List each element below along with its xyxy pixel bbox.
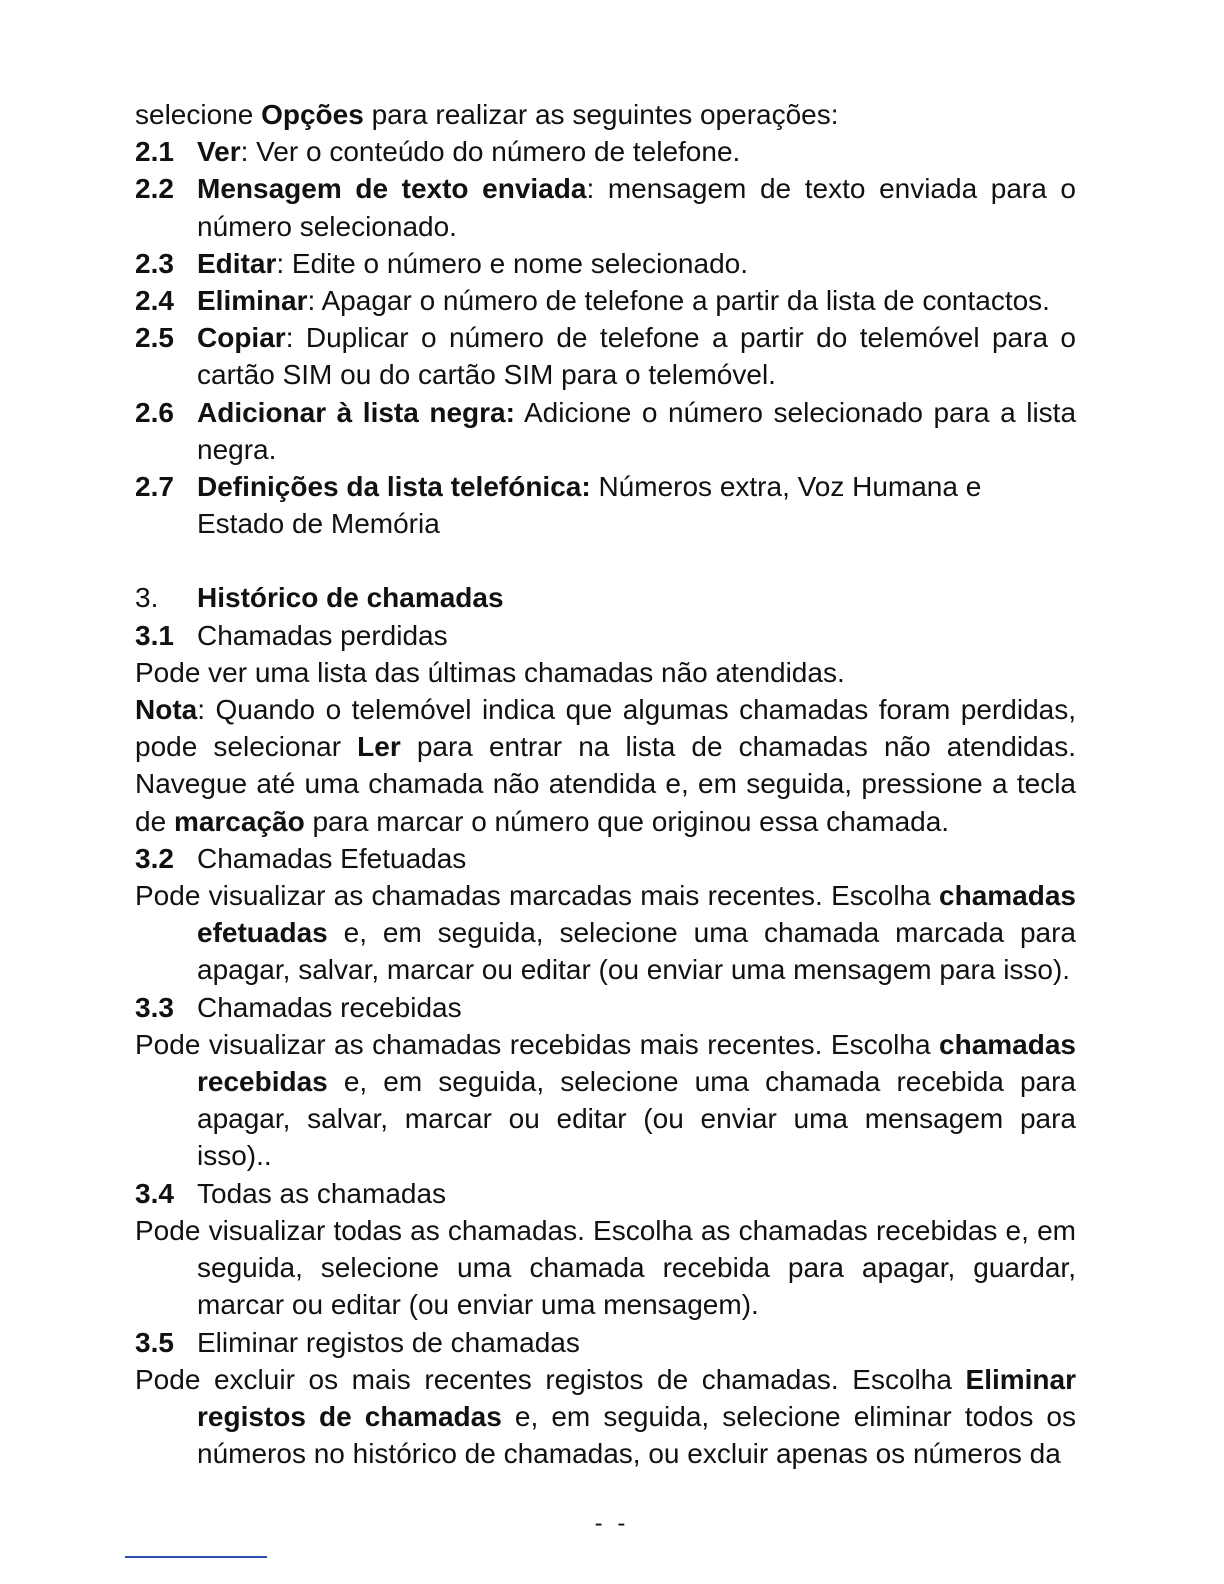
paragraph: Pode ver uma lista das últimas chamadas não atendidas.	[135, 656, 845, 688]
section-title: Histórico de chamadas	[197, 582, 504, 614]
option-number: 2.3	[135, 247, 174, 279]
subsection-heading	[135, 989, 1076, 1026]
section-number: 3.	[135, 582, 159, 614]
note-label: Nota	[135, 694, 198, 726]
footnote-rule	[125, 1556, 267, 1558]
subsection-number: 3.3	[135, 991, 174, 1023]
page-content	[135, 96, 1076, 1472]
option-text: Ver o conteúdo do número de telefone.	[256, 136, 741, 168]
option-title: Ver	[197, 136, 241, 168]
option-number: 2.7	[135, 471, 174, 503]
subsection-number: 3.5	[135, 1326, 174, 1358]
option-number: 2.1	[135, 136, 174, 168]
option-title: Adicionar à lista negra:	[197, 396, 515, 428]
subsection-heading	[135, 617, 1076, 654]
subsection-heading	[135, 1324, 1076, 1361]
subsection-title: Chamadas recebidas	[197, 991, 462, 1023]
subsection-title: Eliminar registos de chamadas	[197, 1326, 580, 1358]
option-body: Copiar: Duplicar o número de telefone a partir do telemóvel para o cartão SIM ou do cartão SIM para o telemóvel.	[197, 322, 1077, 391]
paragraph: Pode visualizar as chamadas marcadas mais recentes. Escolha chamadas efetuadas e, em seguida, selecione uma chamada marcada para apagar, salvar, marcar ou editar (ou enviar uma mensagem para isso).	[135, 880, 1076, 986]
subsection-title: Chamadas Efetuadas	[197, 842, 467, 874]
option-item	[135, 394, 1076, 468]
option-body	[197, 468, 1076, 542]
option-item	[135, 245, 1076, 282]
subsection-title: Todas as chamadas	[197, 1177, 447, 1209]
intro-text: selecione	[135, 99, 262, 130]
subsection-heading	[135, 840, 1076, 877]
subsection-heading	[135, 1175, 1076, 1212]
paragraph: Pode excluir os mais recentes registos de chamadas. Escolha Eliminar registos de chamadas e, em seguida, selecione eliminar todos os números no histórico de chamadas, ou excluir apenas os números da	[135, 1363, 1077, 1470]
paragraph: Pode visualizar todas as chamadas. Escolha as chamadas recebidas e, em seguida, selecione uma chamada recebida para apagar, guardar, marcar ou editar (ou enviar uma mensagem).	[135, 1214, 1076, 1321]
option-text: mensagem de texto enviada para o número selecionado.	[197, 173, 1077, 242]
option-number: 2.4	[135, 285, 174, 317]
intro-bold: Opções	[261, 99, 364, 130]
option-item	[135, 319, 1076, 393]
option-body: Editar: Edite o número e nome selecionado.	[197, 247, 748, 279]
option-title: Copiar	[197, 322, 286, 354]
option-item	[135, 468, 1076, 542]
option-item	[135, 170, 1076, 244]
option-number: 2.2	[135, 173, 174, 205]
paragraph: Pode visualizar as chamadas recebidas mais recentes. Escolha chamadas recebidas e, em seguida, selecione uma chamada recebida para apagar, salvar, marcar ou editar (ou enviar uma mensagem para isso)..	[135, 1028, 1076, 1172]
subsection-title: Chamadas perdidas	[197, 619, 448, 651]
subsection-number: 3.4	[135, 1177, 174, 1209]
option-body: Eliminar: Apagar o número de telefone a partir da lista de contactos.	[197, 285, 1050, 317]
page-number: - -	[594, 1510, 630, 1537]
section-gap	[135, 542, 1076, 579]
option-body	[197, 394, 1076, 468]
option-body: Ver: Ver o conteúdo do número de telefone.	[197, 136, 741, 168]
option-number: 2.5	[135, 322, 174, 354]
subsection-number: 3.1	[135, 619, 174, 651]
option-text: Apagar o número de telefone a partir da lista de contactos.	[321, 285, 1050, 317]
note-paragraph: Nota: Quando o telemóvel indica que algumas chamadas foram perdidas, pode selecionar Ler para entrar na lista de chamadas não atendidas. Navegue até uma chamada não atendida e, em seguida, pressione a tecla de marcação para marcar o número que originou essa chamada.	[135, 694, 1076, 837]
option-text: Números extra, Voz Humana e Estado de Memória	[197, 471, 982, 540]
intro-text-end: para realizar as seguintes operações:	[363, 99, 839, 130]
option-text: Edite o número e nome selecionado.	[291, 247, 748, 279]
option-title: Definições da lista telefónica:	[197, 471, 591, 503]
option-text: Adicione o número selecionado para a lista negra.	[197, 396, 1077, 465]
subsection-number: 3.2	[135, 842, 174, 874]
option-title: Mensagem de texto enviada	[197, 173, 587, 205]
option-item	[135, 282, 1076, 319]
intro-line	[135, 96, 1076, 133]
option-item	[135, 133, 1076, 170]
option-title: Editar	[197, 247, 277, 279]
option-title: Eliminar	[197, 285, 308, 317]
option-body: Mensagem de texto enviada: mensagem de texto enviada para o número selecionado.	[197, 173, 1077, 242]
option-text: Duplicar o número de telefone a partir do telemóvel para o cartão SIM ou do cartão SIM para o telemóvel.	[197, 322, 1077, 391]
section-heading	[135, 579, 1076, 616]
option-number: 2.6	[135, 396, 174, 428]
